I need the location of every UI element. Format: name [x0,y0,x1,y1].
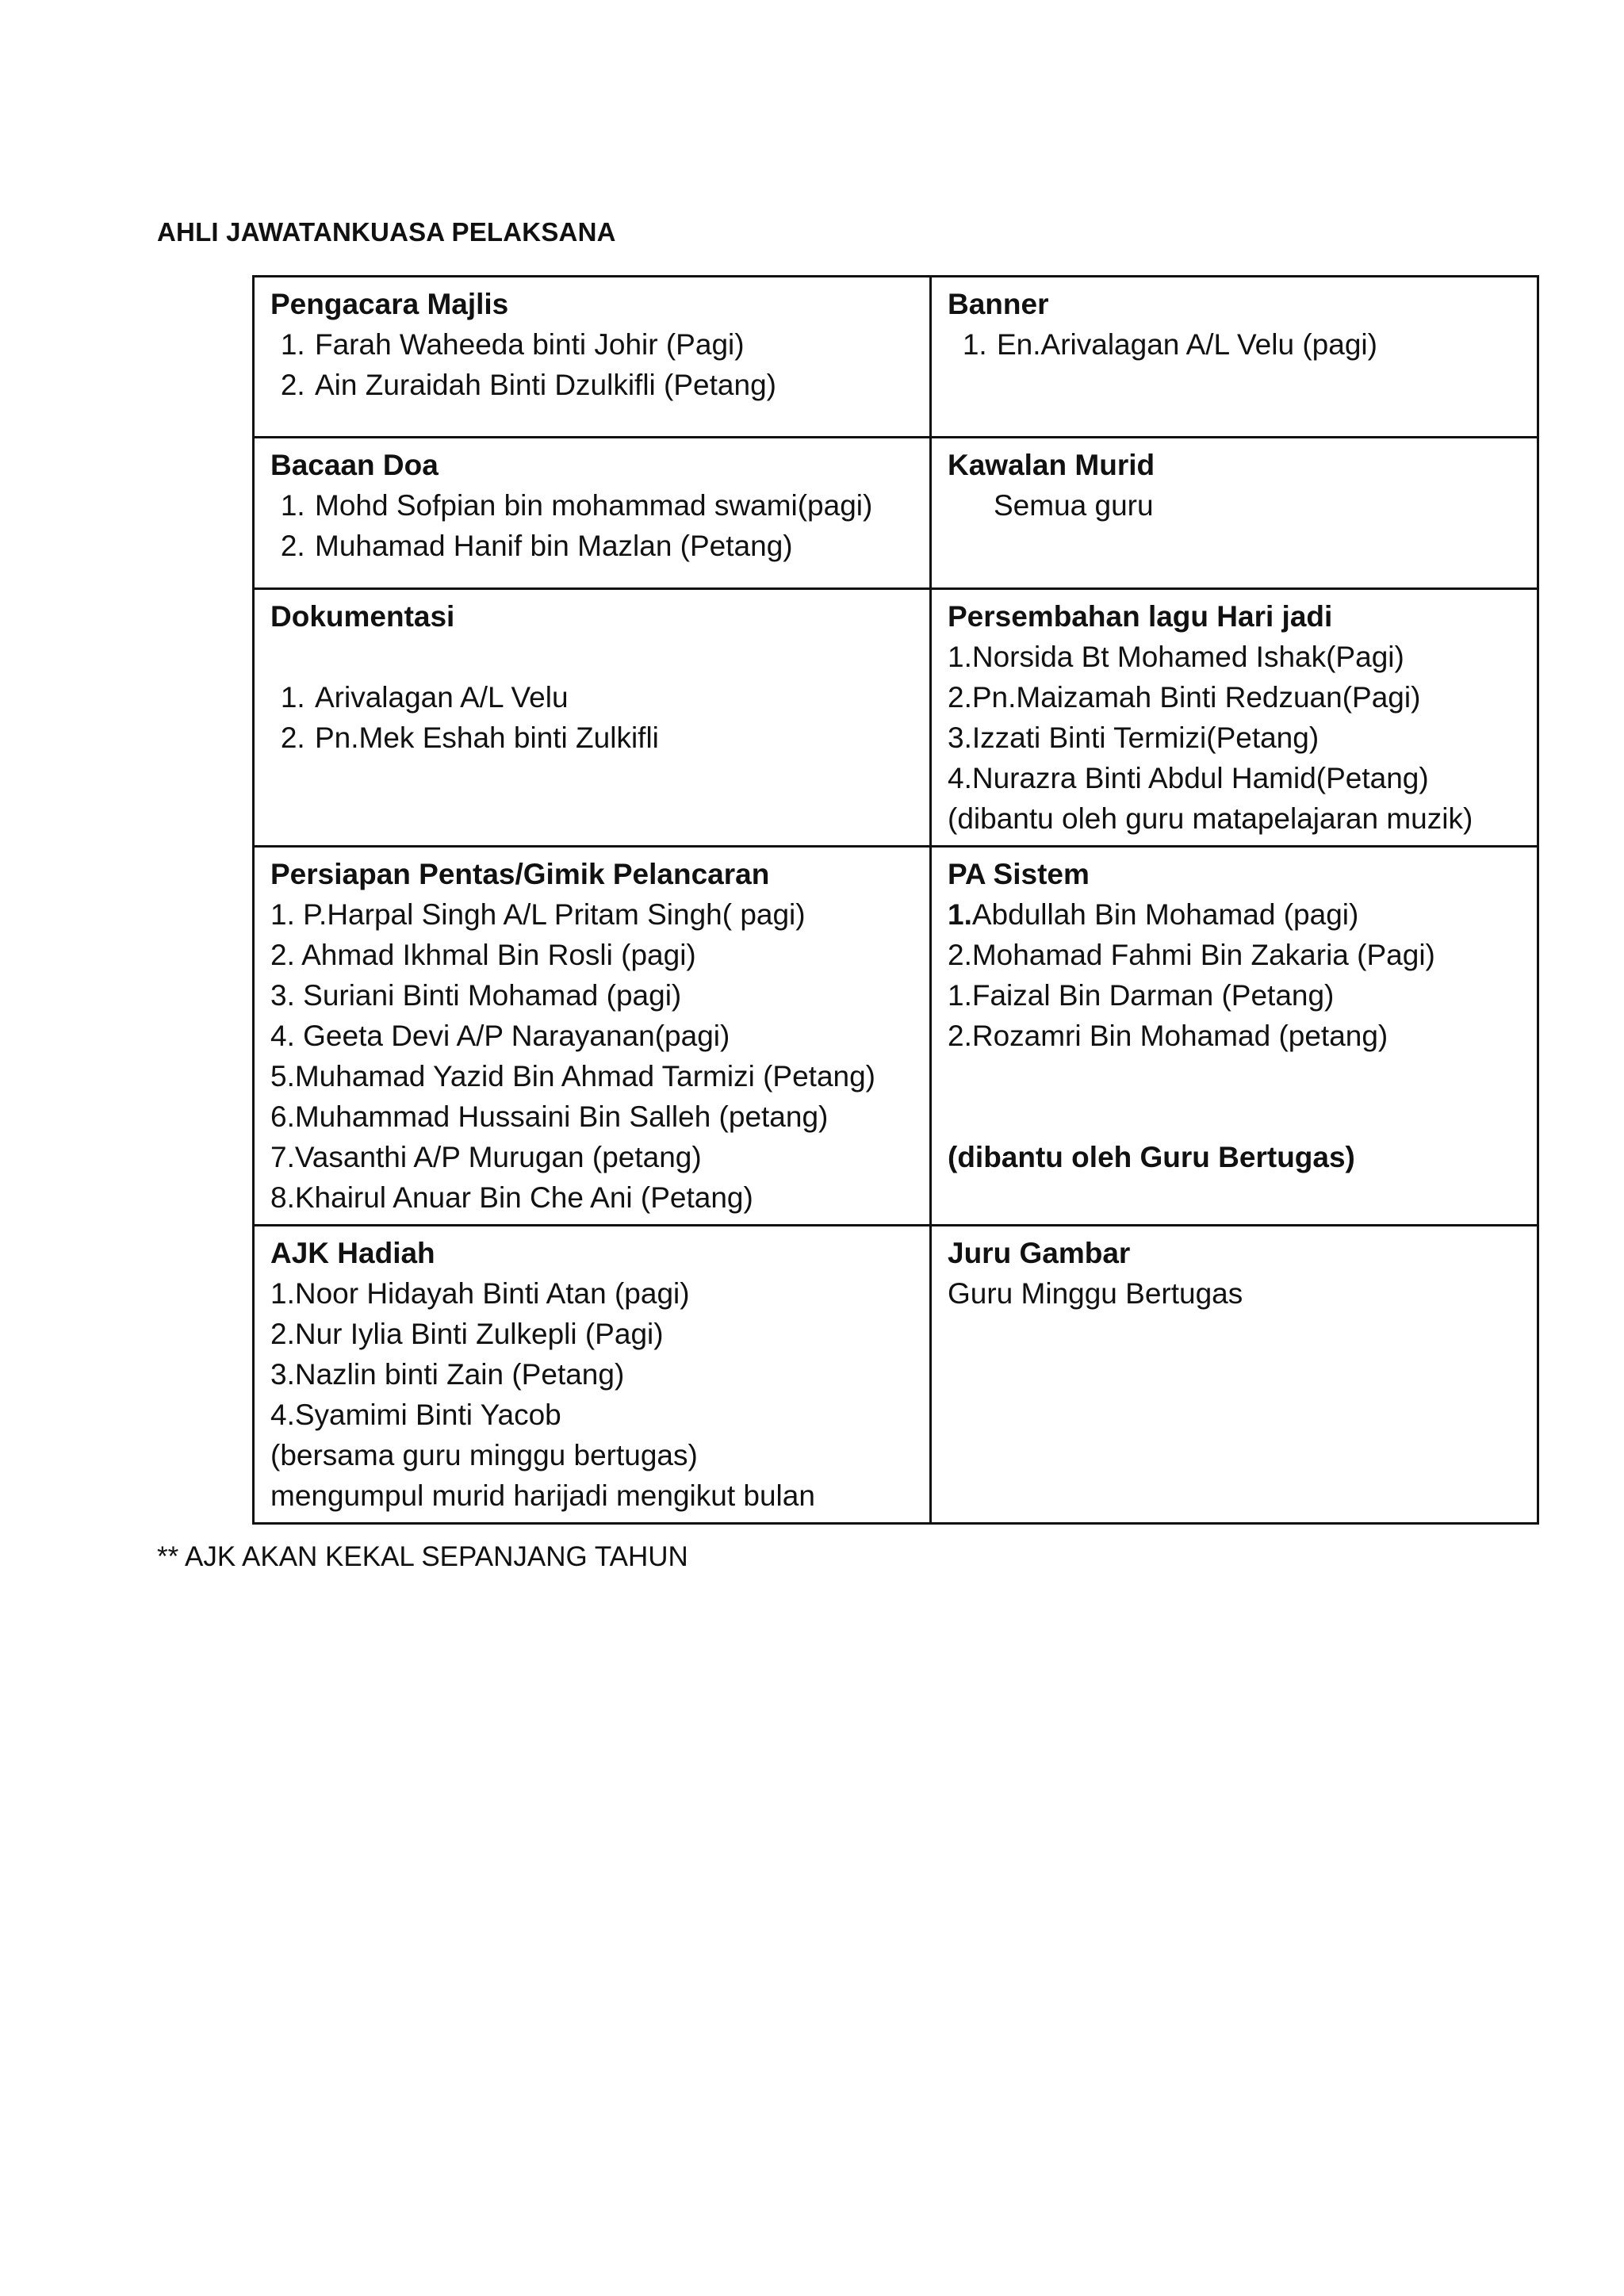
spacer [948,1056,1521,1096]
list-item: 2.Pn.Maizamah Binti Redzuan(Pagi) [948,681,1421,714]
page-heading: AHLI JAWATANKUASA PELAKSANA [157,217,616,247]
cell-dokumentasi [254,589,931,847]
list-item: 1.Faizal Bin Darman (Petang) [948,979,1335,1012]
spacer [948,1096,1521,1137]
cell-title: AJK Hadiah [270,1237,435,1269]
item-list [270,677,914,758]
list-item: 3.Nazlin binti Zain (Petang) [270,1358,625,1391]
cell-note: (dibantu oleh Guru Bertugas) [948,1141,1355,1173]
cell-title: PA Sistem [948,858,1090,890]
cell-text: Guru Minggu Bertugas [948,1277,1243,1310]
list-item: 1.Noor Hidayah Binti Atan (pagi) [270,1277,690,1310]
cell-title: Persiapan Pentas/Gimik Pelancaran [270,858,770,890]
list-item: 1. Arivalagan A/L Velu [313,677,914,718]
list-item: 1. Mohd Sofpian bin mohammad swami(pagi) [313,485,914,526]
table-row [254,277,1538,438]
cell-title: Pengacara Majlis [270,288,509,320]
cell-note: mengumpul murid harijadi mengikut bulan [270,1479,815,1512]
item-text: Abdullah Bin Mohamad (pagi) [971,898,1359,931]
spacer [270,637,914,677]
cell-note: (dibantu oleh guru matapelajaran muzik) [948,802,1473,835]
item-list [270,485,914,566]
table-row [254,438,1538,589]
item-list [270,324,914,405]
committee-table [252,275,1539,1525]
cell-persembahan-lagu [931,589,1538,847]
cell-note: (bersama guru minggu bertugas) [270,1439,698,1471]
item-number: 1. [948,898,972,931]
list-item: 1. Farah Waheeda binti Johir (Pagi) [313,324,914,365]
cell-title: Juru Gambar [948,1237,1131,1269]
cell-title: Banner [948,288,1049,320]
cell-banner [931,277,1538,438]
list-item: 2. Muhamad Hanif bin Mazlan (Petang) [313,526,914,566]
footnote: ** AJK AKAN KEKAL SEPANJANG TAHUN [157,1541,688,1572]
cell-kawalan-murid [931,438,1538,589]
cell-title: Bacaan Doa [270,449,439,481]
list-item: 2.Rozamri Bin Mohamad (petang) [948,1020,1388,1052]
cell-ajk-hadiah [254,1226,931,1524]
cell-text: Semua guru [994,489,1154,522]
list-item: 3. Suriani Binti Mohamad (pagi) [270,979,682,1012]
table-row [254,1226,1538,1524]
list-item: 3.Izzati Binti Termizi(Petang) [948,721,1320,754]
list-item: 2. Pn.Mek Eshah binti Zulkifli [313,718,914,758]
list-item: 6.Muhammad Hussaini Bin Salleh (petang) [270,1100,829,1133]
list-item: 2. Ahmad Ikhmal Bin Rosli (pagi) [270,939,696,971]
cell-title: Dokumentasi [270,600,455,633]
cell-title: Persembahan lagu Hari jadi [948,600,1333,633]
table-row [254,589,1538,847]
cell-title: Kawalan Murid [948,449,1155,481]
list-item: 4.Syamimi Binti Yacob [270,1399,561,1431]
cell-juru-gambar [931,1226,1538,1524]
cell-bacaan-doa [254,438,931,589]
list-item [948,894,1521,935]
list-item: 2.Mohamad Fahmi Bin Zakaria (Pagi) [948,939,1435,971]
list-item: 2.Nur Iylia Binti Zulkepli (Pagi) [270,1318,664,1350]
list-item: 8.Khairul Anuar Bin Che Ani (Petang) [270,1181,753,1214]
list-item: 1. En.Arivalagan A/L Velu (pagi) [995,324,1521,365]
table-row [254,847,1538,1226]
list-item: 1.Norsida Bt Mohamed Ishak(Pagi) [948,641,1404,673]
cell-pengacara-majlis [254,277,931,438]
list-item: 5.Muhamad Yazid Bin Ahmad Tarmizi (Petang) [270,1060,875,1093]
cell-pa-sistem [931,847,1538,1226]
list-item: 7.Vasanthi A/P Murugan (petang) [270,1141,702,1173]
list-item: 4. Geeta Devi A/P Narayanan(pagi) [270,1020,730,1052]
item-list [948,324,1521,365]
list-item: 2. Ain Zuraidah Binti Dzulkifli (Petang) [313,365,914,405]
list-item: 4.Nurazra Binti Abdul Hamid(Petang) [948,762,1429,794]
list-item: 1. P.Harpal Singh A/L Pritam Singh( pagi) [270,898,806,931]
cell-persiapan-pentas [254,847,931,1226]
